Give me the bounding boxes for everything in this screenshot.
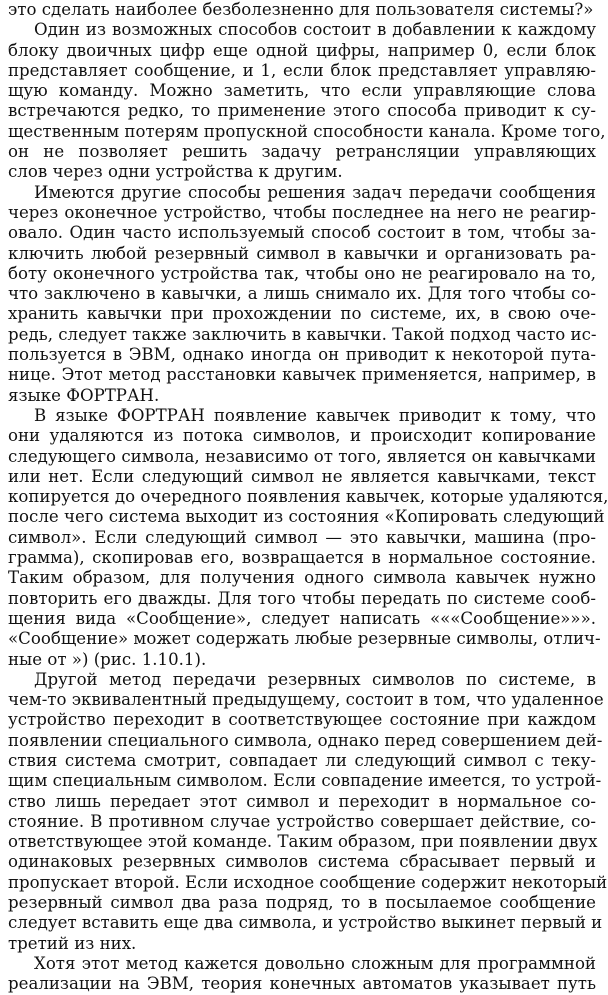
text-line: через оконечное устройство, чтобы последнее на него не реагир- [8,202,596,222]
text-line: грамма), скопировав его, возвращается в нормальное состояние. [8,548,596,568]
text-line: устройство переходит в соответствующее состояние при каждом [8,710,596,730]
text-line: следует вставить еще два символа, и устройство выкинет первый и [8,913,603,933]
text-line: боту оконечного устройства так, чтобы оно не реагировало на то, [8,263,596,283]
text-line: блоку двоичных цифр еще одной цифры, например 0, если блок [8,40,596,60]
paragraph-6 [8,954,596,995]
text-line: он не позволяет решить задачу ретрансляции управляющих [8,142,596,162]
text-line: нице. Этот метод расстановки кавычек применяется, например, в [8,365,596,385]
text-line: представляет сообщение, и 1, если блок представляет управляю- [8,60,596,80]
text-line: Таким образом, для получения одного символа кавычек нужно [8,568,596,588]
text-line: следующего символа, независимо от того, является он кавычками [8,446,596,466]
text-line: появлении специального символа, однако перед совершением дей- [8,730,603,750]
text-line: слов через одни устройства к другим. [8,162,343,182]
text-line: языке ФОРТРАН. [8,385,160,405]
paragraph-4 [8,405,608,670]
text-line: Имеются другие способы решения задач передачи сообщения [34,182,596,202]
text-line: копируется до очередного появления кавычек, которые удаляются, [8,487,608,507]
text-line: что заключено в кавычки, а лишь снимало их. Для того чтобы со- [8,284,596,304]
text-line: одинаковых резервных символов система сбрасывает первый и [8,852,596,872]
text-line: Хотя этот метод кажется довольно сложным для программной [34,953,596,973]
text-line: после чего система выходит из состояния «Копировать следующий [8,507,605,527]
text-line: стояние. В противном случае устройство совершает действие, со- [8,811,596,831]
text-line: редь, следует также заключить в кавычки. Такой подход часто ис- [8,324,597,344]
text-line: щим специальным символом. Если совпадение имеется, то устрой- [8,771,602,791]
text-line: хранить кавычки при прохождении по системе, их, в свою оче- [8,304,596,324]
text-line: ствия система смотрит, совпадает ли следующий символ с теку- [8,750,596,770]
text-line: повторить его дважды. Для того чтобы передать по системе сооб- [8,588,596,608]
text-line: резервный символ два раза подряд, то в посылаемое сообщение [8,893,596,913]
text-line: щую команду. Можно заметить, что если управляющие слова [8,81,596,101]
text-line: ответствующее этой команде. Таким образом, при появлении двух [8,832,598,852]
document-page [8,0,608,994]
paragraph-1 [8,0,596,20]
text-line: ные от ») (рис. 1.10.1). [8,649,207,669]
text-line: «Сообщение» может содержать любые резервные символы, отлич- [8,629,601,649]
text-line: Другой метод передачи резервных символов по системе, в [34,669,596,689]
text-line: овало. Один часто используемый способ состоит в том, чтобы за- [8,223,596,243]
text-line: они удаляются из потока символов, и происходит копирование [8,426,596,446]
text-line: третий из них. [8,933,137,953]
text-line: пользуется в ЭВМ, однако иногда он приводит к некоторой пута- [8,345,596,365]
text-line: чем-то эквивалентный предыдущему, состоит в том, что удаленное [8,690,604,710]
text-line: Один из возможных способов состоит в добавлении к каждому [34,20,596,40]
text-line: реализации на ЭВМ, теория конечных автоматов указывает путь [8,974,596,994]
text-line: ство лишь передает этот символ и переходит в нормальное со- [8,791,596,811]
text-line: ключить любой резервный символ в кавычки и организовать ра- [8,243,596,263]
paragraph-2 [8,20,606,182]
text-line: символ». Если следующий символ — это кавычки, машина (про- [8,527,596,547]
text-line: пропускает второй. Если исходное сообщение содержит некоторый [8,872,608,892]
text-line: или нет. Если следующий символ не является кавычками, текст [8,466,596,486]
paragraph-3 [8,183,596,406]
text-line: щественным потерям пропускной способности канала. Кроме того, [8,121,606,141]
paragraph-5 [8,669,608,954]
text-line: встречаются редко, то применение этого способа приводит к су- [8,101,596,121]
text-line: это сделать наиболее безболезненно для пользователя системы?» [8,0,594,19]
text-line: щения вида «Сообщение», следует написать «««Сообщение»»». [8,608,596,628]
text-line: В языке ФОРТРАН появление кавычек приводит к тому, что [34,405,596,425]
